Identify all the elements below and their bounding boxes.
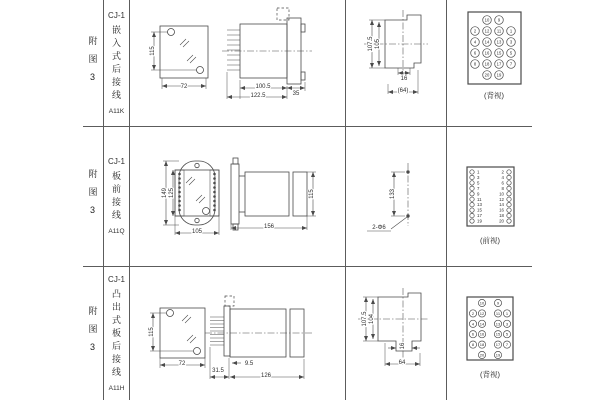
terminal-number: 11 — [477, 196, 482, 202]
side-view-drawing — [222, 8, 312, 99]
front-view-drawing — [149, 308, 205, 368]
terminal-number: 19 — [495, 352, 501, 358]
figure-label — [84, 266, 102, 400]
side-view-drawing — [231, 158, 316, 230]
terminal-number: 18 — [484, 61, 490, 67]
terminal-number: 2 — [471, 310, 475, 316]
terminal-number: 19 — [496, 72, 502, 78]
terminal-number: 2 — [501, 169, 504, 175]
figure-label-text: 附图3 — [87, 305, 98, 361]
row2-technical-drawing — [130, 126, 600, 266]
mounting-type-text: 凸出式板后接线 — [111, 288, 121, 380]
terminal-number: 4 — [501, 174, 504, 180]
terminal-block — [468, 12, 521, 84]
dim-label: 104 — [369, 313, 375, 325]
dim-label: 64 — [398, 360, 406, 366]
terminal-number: 10 — [479, 300, 485, 306]
dim-label: 16 — [400, 342, 406, 350]
model-name: CJ-1 — [108, 11, 125, 20]
terminal-number: 16 — [499, 207, 504, 213]
terminal-number: 1 — [505, 310, 509, 316]
terminal-pin — [507, 203, 511, 207]
type-code: A11Q — [108, 228, 125, 235]
dim-label: 156 — [263, 224, 275, 230]
terminal-number: 6 — [471, 331, 475, 337]
terminal-number: 18 — [479, 342, 485, 348]
terminal-number: 9 — [496, 300, 500, 306]
terminal-number: 15 — [496, 50, 502, 56]
relay-type-column — [104, 266, 129, 400]
terminal-number: 18 — [499, 213, 504, 219]
dim-label: 105 — [375, 38, 381, 50]
terminal-number: 3 — [509, 39, 513, 45]
terminal-number: 16 — [479, 331, 485, 337]
terminal-pin — [470, 203, 474, 207]
terminal-number: 4 — [473, 39, 477, 45]
terminal-pin — [470, 219, 474, 223]
terminal-number: 9 — [497, 17, 501, 23]
dim-label: 107.5 — [368, 36, 374, 52]
dim-label: 16 — [400, 76, 408, 82]
terminal-pin — [507, 213, 511, 217]
mounting-type-text: 嵌入式后接线 — [111, 25, 121, 103]
terminal-number: 7 — [505, 342, 509, 348]
terminal-number: 13 — [477, 202, 482, 208]
dim-label: 107.5 — [362, 311, 368, 327]
terminal-number: 7 — [509, 61, 513, 67]
terminal-pin — [507, 208, 511, 212]
terminal-pin — [470, 170, 474, 174]
terminal-number: 11 — [496, 28, 502, 34]
terminal-number: 15 — [477, 207, 482, 213]
front-view-drawing — [150, 26, 208, 90]
terminal-number: 9 — [477, 191, 480, 197]
relay-type-column — [104, 0, 129, 126]
terminal-number: 1 — [509, 28, 513, 34]
terminal-number: 4 — [471, 321, 475, 327]
terminal-number: 5 — [509, 50, 513, 56]
terminal-pin — [470, 192, 474, 196]
dim-label: 115 — [309, 189, 315, 199]
dim-label: 133 — [390, 188, 396, 200]
terminal-number: 3 — [477, 174, 480, 180]
dim-label: 31.5 — [212, 368, 224, 374]
dim-label: 115 — [149, 327, 155, 337]
terminal-pin — [507, 197, 511, 201]
view-label: (背视) — [480, 370, 500, 379]
terminal-number: 20 — [499, 218, 504, 224]
dim-label: 72 — [180, 84, 188, 90]
dim-label: 100.5 — [255, 84, 271, 90]
row1-technical-drawing — [130, 0, 600, 126]
type-code: A11K — [108, 108, 125, 115]
drilling-diagram — [367, 163, 410, 231]
terminal-number: 1 — [477, 169, 480, 175]
model-name: CJ-1 — [108, 157, 125, 166]
view-label: (前视) — [480, 236, 500, 245]
terminal-number: 20 — [479, 352, 485, 358]
terminal-number: 12 — [479, 310, 485, 316]
terminal-pin — [470, 175, 474, 179]
terminal-number: 5 — [477, 180, 480, 186]
terminal-number: 7 — [477, 185, 480, 191]
dim-label: 9.5 — [244, 361, 254, 367]
terminal-number: 17 — [477, 213, 482, 219]
terminal-pin — [507, 192, 511, 196]
mounting-type-text: 板前接线 — [111, 171, 121, 223]
terminal-number: 20 — [484, 72, 490, 78]
type-code: A11H — [108, 384, 125, 392]
dim-label: 35 — [292, 91, 300, 97]
terminal-number: 16 — [484, 50, 490, 56]
terminal-number: 8 — [471, 342, 475, 348]
terminal-number: 6 — [473, 50, 477, 56]
terminal-number: 14 — [484, 39, 490, 45]
terminal-pin — [507, 219, 511, 223]
figure-label-text: 附图3 — [87, 35, 98, 91]
terminal-number: 3 — [505, 321, 509, 327]
terminal-number: 17 — [496, 61, 502, 67]
dim-label: 105 — [191, 229, 203, 235]
terminal-number: 13 — [496, 39, 502, 45]
terminal-number: 11 — [495, 310, 501, 316]
dim-label: 125 — [169, 187, 175, 199]
dim-label: 122.5 — [250, 93, 266, 99]
terminal-pin — [507, 181, 511, 185]
dim-label: 72 — [178, 361, 186, 367]
terminal-number: 2 — [473, 28, 477, 34]
terminal-pin — [470, 181, 474, 185]
terminal-number: 5 — [505, 331, 509, 337]
view-label: (背视) — [484, 91, 504, 100]
figure-label — [84, 0, 102, 126]
relay-type-column — [104, 126, 129, 266]
terminal-number: 12 — [499, 196, 504, 202]
hole-spec-label: 2-Φ6 — [372, 225, 386, 231]
terminal-pin — [470, 208, 474, 212]
row3-technical-drawing — [130, 266, 600, 400]
terminal-pin — [470, 213, 474, 217]
terminal-block — [467, 167, 514, 226]
figure-label-text: 附图3 — [87, 168, 98, 224]
front-view-drawing — [162, 161, 219, 235]
model-name: CJ-1 — [108, 274, 125, 284]
terminal-pin — [470, 197, 474, 201]
terminal-number: 8 — [473, 61, 477, 67]
terminal-number: 15 — [495, 331, 501, 337]
terminal-number: 10 — [484, 17, 490, 23]
dim-label: 115 — [150, 46, 156, 56]
figure-label — [84, 126, 102, 266]
terminal-number: 10 — [499, 191, 504, 197]
terminal-pin — [507, 186, 511, 190]
terminal-number: 19 — [477, 218, 482, 224]
terminal-pin — [507, 170, 511, 174]
terminal-number: 8 — [501, 185, 504, 191]
terminal-pin — [507, 175, 511, 179]
terminal-number: 14 — [499, 202, 504, 208]
terminal-pin — [470, 186, 474, 190]
terminal-block — [467, 297, 513, 360]
terminal-number: 6 — [501, 180, 504, 186]
dim-label: (64) — [397, 88, 409, 94]
terminal-number: 17 — [495, 342, 501, 348]
terminal-number: 14 — [479, 321, 485, 327]
panel-cutout-drawing — [358, 288, 428, 366]
terminal-number: 12 — [484, 28, 490, 34]
side-view-drawing — [205, 296, 312, 379]
dim-label: 126 — [260, 373, 272, 379]
panel-cutout-drawing — [364, 10, 428, 94]
terminal-number: 13 — [495, 321, 501, 327]
dim-label: 149 — [162, 187, 168, 199]
